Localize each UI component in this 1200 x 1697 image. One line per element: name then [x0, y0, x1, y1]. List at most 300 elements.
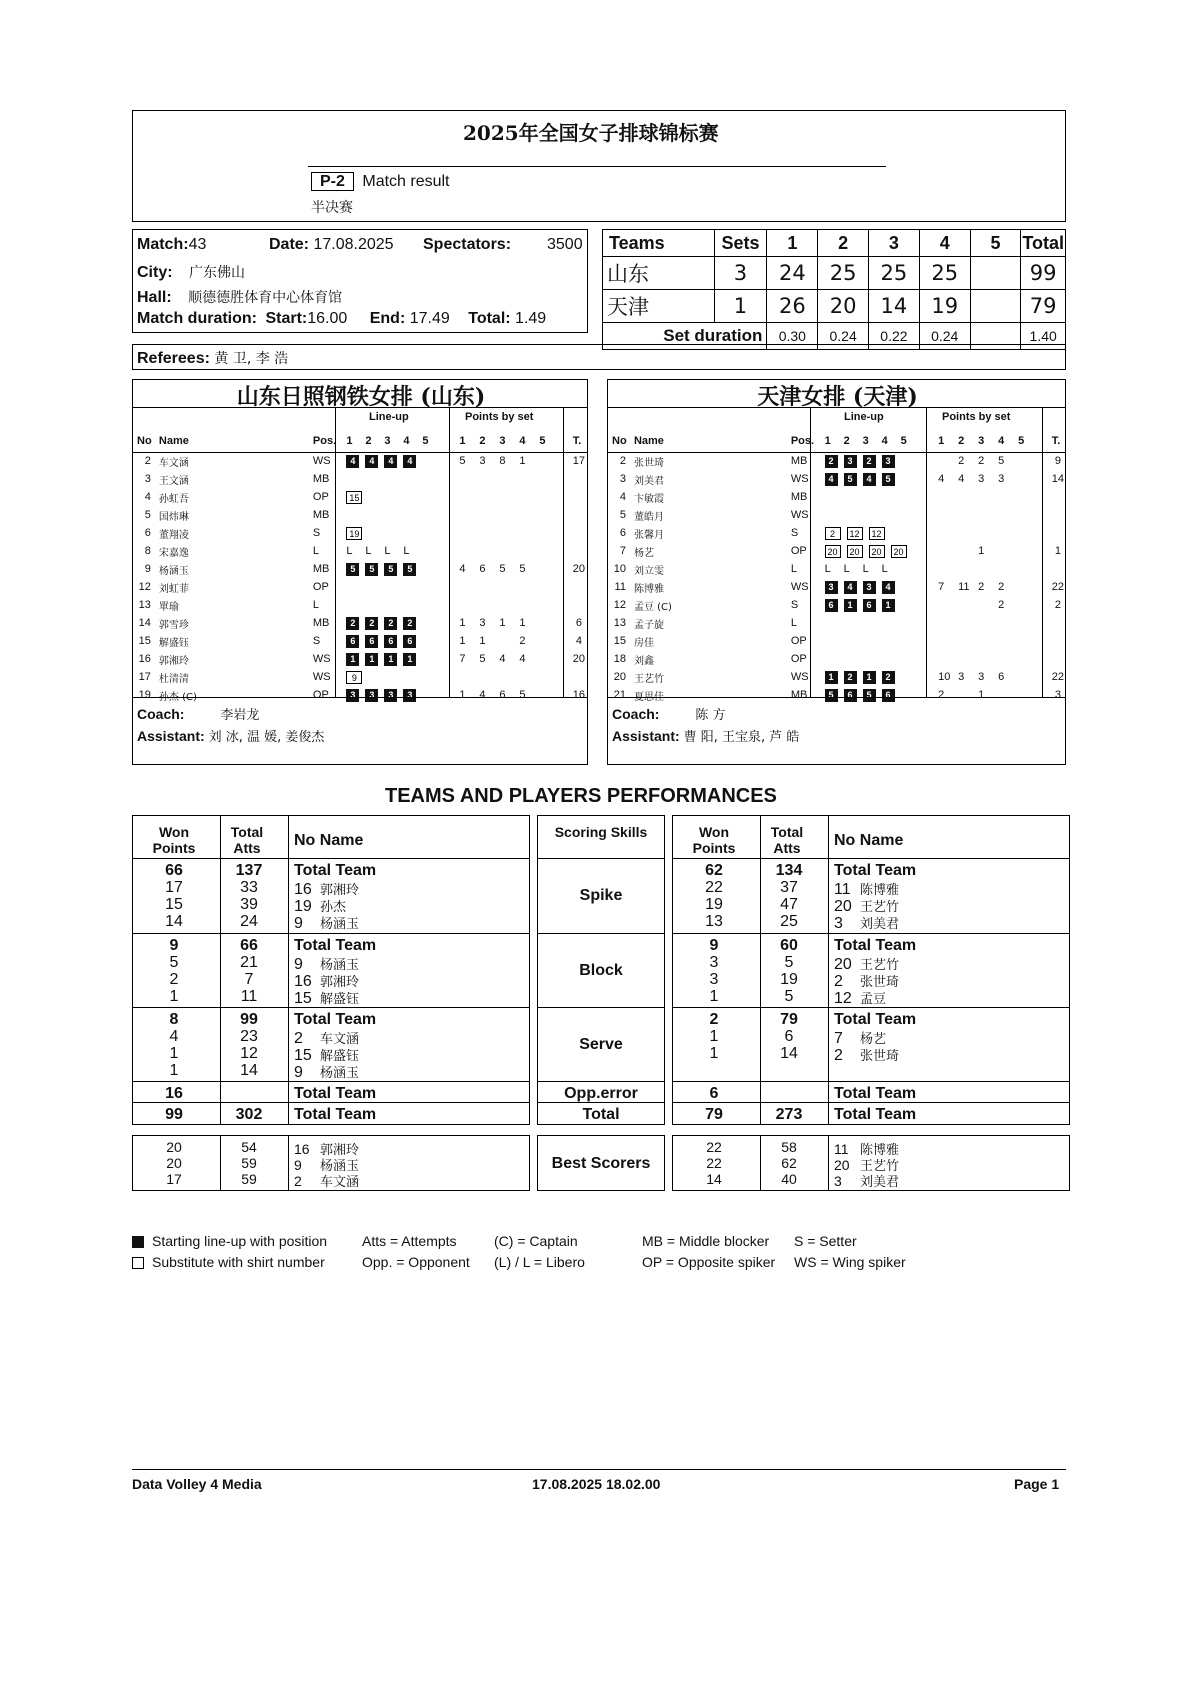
right-won-points: 2	[709, 1011, 719, 1028]
right-won-points: 9	[709, 937, 719, 954]
player-total-points	[573, 596, 585, 614]
left-won-points: 14	[165, 913, 183, 930]
left-won-points: 4	[169, 1028, 179, 1045]
player-number: 9	[144, 563, 151, 575]
legend-starting: Starting line-up with position	[152, 1233, 328, 1249]
scoreboard-row-away	[603, 290, 1066, 323]
total-header: Total	[1021, 230, 1066, 257]
player-number: 13	[138, 599, 151, 611]
points-set-number: 1	[459, 435, 466, 447]
player-lineup	[825, 596, 939, 614]
substitute-number-square: 12	[847, 527, 863, 540]
player-lineup	[346, 452, 459, 470]
left-player-entry	[294, 913, 359, 933]
player-points-by-set	[459, 560, 572, 578]
home-coach-label: Coach:	[137, 706, 185, 722]
left-won-header: Won Points	[152, 824, 196, 856]
player-position: OP	[790, 653, 807, 665]
roster-col-header: Name	[158, 435, 189, 447]
set1-header: 1	[767, 230, 818, 257]
legend-substitute: Substitute with shirt number	[152, 1254, 325, 1270]
start-time: 16.00	[307, 310, 348, 327]
starting-position-square: 5	[863, 689, 876, 702]
away-team-name: 天津女排 (天津)	[757, 384, 918, 410]
starting-position-square: 6	[844, 689, 857, 702]
player-lineup	[346, 650, 459, 668]
away-set2: 20	[818, 290, 869, 323]
player-number: 11	[614, 581, 626, 593]
left-best-player	[294, 1171, 359, 1190]
left-won-points: 1	[169, 1062, 179, 1079]
substitute-square-icon	[132, 1257, 144, 1269]
set-points: 3	[978, 473, 985, 485]
right-player-entry	[834, 913, 899, 933]
player-number: 7	[619, 545, 626, 557]
player-points-by-set	[938, 668, 1052, 686]
points-set-headers	[459, 430, 572, 452]
skill-label-total: Total	[582, 1106, 620, 1123]
player-points-by-set	[938, 614, 1052, 632]
player-name: 孙虹吾	[158, 493, 189, 505]
player-points-by-set	[938, 560, 1052, 578]
right-total-atts: 5	[784, 954, 794, 971]
player-total-points: 6	[575, 617, 582, 629]
home-rule-top	[133, 407, 587, 408]
lineup-set-number: 5	[422, 435, 429, 447]
right-player-no: 2	[834, 1047, 843, 1064]
player-number: 2	[144, 455, 151, 467]
date-label: Date:	[269, 236, 310, 253]
set-points: 5	[459, 455, 466, 467]
player-points-by-set	[938, 488, 1052, 506]
right-noname-header: No Name	[834, 832, 904, 849]
left-player-name: 郭湘玲	[320, 883, 360, 898]
total-duration: 1.40	[1021, 323, 1066, 350]
spectators-line	[423, 236, 511, 254]
right-best-player-no: 11	[834, 1141, 849, 1157]
section-rule	[537, 1007, 665, 1008]
starting-position-square: 1	[346, 653, 359, 666]
right-player-name: 王艺竹	[860, 900, 900, 915]
left-player-entry-team: Total Team	[294, 1085, 377, 1102]
player-points-by-set	[459, 578, 572, 596]
set-points: 1	[459, 617, 466, 629]
right-player-no: 3	[834, 915, 843, 932]
section-rule	[672, 933, 1070, 934]
player-position: S	[790, 527, 799, 539]
match-info-box	[132, 229, 588, 333]
right-won-points: 13	[705, 913, 723, 930]
left-total-atts: 302	[235, 1106, 263, 1123]
title-rule	[308, 166, 886, 167]
legend-atts: Atts = Attempts	[362, 1233, 457, 1249]
home-coach-line	[137, 704, 259, 723]
right-player-name: 陈博雅	[860, 883, 900, 898]
left-won-points: 1	[169, 1045, 179, 1062]
starting-position-square: 3	[384, 689, 397, 702]
player-name: 王文涵	[158, 475, 189, 487]
player-number: 5	[619, 509, 626, 521]
player-points-by-set	[938, 632, 1052, 650]
right-best-atts: 62	[781, 1155, 797, 1171]
right-atts-header: Total Atts	[770, 824, 804, 856]
match-date: 17.08.2025	[313, 236, 394, 253]
skill-label-block: Block	[579, 962, 623, 979]
set-points: 4	[938, 473, 945, 485]
player-name: 张馨月	[633, 529, 664, 541]
substitute-number-square: 2	[825, 527, 841, 540]
player-total-points	[573, 470, 585, 488]
away-points-header: Points by set	[942, 411, 1011, 423]
starting-position-square: 6	[384, 635, 397, 648]
player-total-points: 16	[572, 689, 585, 701]
section-rule	[132, 1007, 530, 1008]
player-total-points: 9	[1054, 455, 1061, 467]
left-total-atts: 137	[235, 862, 263, 879]
player-total-points: 17	[572, 455, 585, 467]
player-name: 国炜琳	[158, 511, 189, 523]
starting-position-square: 4	[882, 581, 895, 594]
section-rule	[132, 933, 530, 934]
left-player-no: 2	[294, 1030, 303, 1047]
substitute-number-square: 20	[891, 545, 907, 558]
referees-line	[137, 348, 288, 368]
lineup-set-number: 5	[900, 435, 907, 447]
hall-line	[137, 287, 342, 307]
player-total-points: 4	[575, 635, 582, 647]
player-number: 2	[619, 455, 626, 467]
player-name: 王艺竹	[633, 673, 664, 685]
right-divider-2	[828, 815, 829, 1125]
match-number: 43	[188, 236, 207, 253]
section-rule	[672, 1007, 1070, 1008]
player-name: 房佳	[633, 637, 654, 649]
right-won-points: 22	[705, 879, 723, 896]
player-name: 宋嘉逸	[158, 547, 189, 559]
player-row	[612, 650, 1064, 668]
set3-duration: 0.22	[869, 323, 920, 350]
set2-header: 2	[818, 230, 869, 257]
left-total-atts: 66	[240, 937, 258, 954]
left-player-entry-team: Total Team	[294, 937, 377, 954]
player-row	[137, 524, 585, 542]
right-total-atts: 134	[775, 862, 803, 879]
away-rule-bottom	[608, 697, 1065, 698]
player-position: WS	[312, 671, 331, 683]
set-points: 4	[958, 473, 965, 485]
player-position: MB	[790, 491, 808, 503]
legend-row-2	[132, 1254, 906, 1275]
away-assistant: 曹 阳, 王宝泉, 芦 皓	[683, 730, 800, 745]
player-position: L	[312, 599, 320, 611]
right-won-points: 3	[709, 954, 719, 971]
right-won-points: 62	[705, 862, 723, 879]
right-player-no: 11	[834, 881, 851, 898]
player-total-points	[573, 668, 585, 686]
away-total: 79	[1021, 290, 1066, 323]
player-total-points	[573, 524, 585, 542]
substitute-number-square: 15	[346, 491, 362, 504]
right-best-player	[834, 1171, 899, 1190]
right-won-points: 1	[709, 988, 719, 1005]
player-points-by-set	[459, 632, 572, 650]
substitute-number-square: 20	[869, 545, 885, 558]
city: 广东佛山	[189, 265, 246, 281]
home-team-name: 山东日照钢铁女排 (山东)	[236, 384, 486, 410]
player-number: 13	[613, 617, 626, 629]
player-points-by-set	[938, 452, 1052, 470]
player-points-by-set	[459, 650, 572, 668]
player-row	[137, 686, 585, 704]
right-best-divider-2	[828, 1135, 829, 1191]
left-player-name: 解盛钰	[320, 1049, 360, 1064]
player-lineup	[346, 524, 459, 542]
left-player-name: 杨涵玉	[320, 1066, 360, 1081]
libero-marker: L	[403, 545, 410, 557]
player-lineup	[825, 560, 939, 578]
referees-names: 黄 卫, 李 浩	[214, 351, 289, 367]
right-player-no: 20	[834, 956, 852, 973]
left-player-no: 9	[294, 915, 303, 932]
set-points: 7	[459, 653, 466, 665]
away-roster-table	[612, 430, 1064, 704]
referees-box	[132, 344, 1066, 370]
left-divider-2	[288, 815, 289, 1125]
player-row	[612, 524, 1064, 542]
player-number: 15	[138, 635, 151, 647]
player-position: OP	[790, 545, 807, 557]
right-total-atts: 19	[780, 971, 798, 988]
city-line	[137, 262, 245, 282]
starting-position-square: 6	[863, 599, 876, 612]
player-lineup	[825, 452, 939, 470]
right-total-atts: 47	[780, 896, 798, 913]
starting-position-square: 3	[882, 455, 895, 468]
left-atts-header: Total Atts	[230, 824, 264, 856]
roster-header-row	[137, 430, 585, 452]
points-set-number: 3	[978, 435, 985, 447]
left-won-points: 15	[165, 896, 183, 913]
starting-square-icon	[132, 1236, 144, 1248]
left-player-entry	[294, 1062, 359, 1082]
player-row	[137, 452, 585, 470]
player-row	[612, 632, 1064, 650]
player-total-points: 22	[1051, 581, 1064, 593]
set-points: 4	[459, 563, 466, 575]
right-player-no: 7	[834, 1030, 843, 1047]
lineup-set-headers	[825, 430, 939, 452]
set-points: 2	[519, 635, 526, 647]
left-best-player-no: 16	[294, 1141, 310, 1157]
legend-opp: Opp. = Opponent	[362, 1254, 470, 1270]
scoreboard-row-home	[603, 257, 1066, 290]
player-position: S	[790, 599, 799, 611]
left-won-points: 2	[169, 971, 179, 988]
player-row	[137, 470, 585, 488]
left-total-atts: 7	[244, 971, 254, 988]
starting-position-square: 3	[346, 689, 359, 702]
player-row	[137, 596, 585, 614]
set-points: 3	[958, 671, 965, 683]
set-points: 3	[978, 671, 985, 683]
right-player-entry	[834, 1045, 899, 1065]
set-points: 2	[978, 455, 985, 467]
left-total-atts: 39	[240, 896, 258, 913]
home-lineup-header: Line-up	[369, 411, 409, 423]
right-player-name: 王艺竹	[860, 958, 900, 973]
home-sets: 3	[714, 257, 767, 290]
right-total-atts: 5	[784, 988, 794, 1005]
player-lineup	[825, 524, 939, 542]
set-points: 1	[499, 617, 506, 629]
player-name: 董皓月	[633, 511, 664, 523]
player-number: 4	[619, 491, 626, 503]
away-assistant-label: Assistant:	[612, 728, 680, 744]
doc-type: Match result	[362, 173, 450, 190]
player-number: 5	[144, 509, 151, 521]
set-points: 1	[479, 635, 486, 647]
player-total-points	[573, 578, 585, 596]
player-row	[612, 488, 1064, 506]
right-player-entry-team: Total Team	[834, 862, 917, 879]
legend-s: S = Setter	[794, 1233, 857, 1249]
starting-position-square: 6	[365, 635, 378, 648]
starting-position-square: 4	[384, 455, 397, 468]
player-number: 16	[138, 653, 151, 665]
roster-header-row	[612, 430, 1064, 452]
left-best-atts: 59	[241, 1171, 257, 1187]
libero-marker: L	[824, 563, 831, 575]
legend-op: OP = Opposite spiker	[642, 1254, 776, 1270]
set-points: 2	[958, 455, 965, 467]
player-row	[137, 560, 585, 578]
starting-position-square: 1	[863, 671, 876, 684]
left-player-no: 16	[294, 973, 312, 990]
player-points-by-set	[459, 470, 572, 488]
section-rule	[537, 858, 665, 859]
player-number: 12	[138, 581, 151, 593]
right-best-won: 14	[706, 1171, 722, 1187]
player-points-by-set	[459, 542, 572, 560]
roster-col-header: No	[612, 435, 627, 447]
left-won-points: 5	[169, 954, 179, 971]
player-points-by-set	[459, 506, 572, 524]
player-points-by-set	[938, 524, 1052, 542]
starting-position-square: 5	[825, 689, 838, 702]
left-total-atts: 21	[240, 954, 258, 971]
substitute-number-square: 12	[869, 527, 885, 540]
set-points: 8	[499, 455, 506, 467]
player-lineup	[825, 632, 939, 650]
starting-position-square: 2	[346, 617, 359, 630]
player-position: MB	[312, 509, 330, 521]
player-points-by-set	[938, 686, 1052, 704]
set-points: 6	[499, 689, 506, 701]
set-points: 2	[998, 599, 1005, 611]
legend-mb: MB = Middle blocker	[642, 1233, 770, 1249]
left-won-points: 17	[165, 879, 183, 896]
left-total-atts: 14	[240, 1062, 258, 1079]
set-points: 6	[998, 671, 1005, 683]
left-best-won: 17	[166, 1171, 182, 1187]
left-player-entry-team: Total Team	[294, 1011, 377, 1028]
right-won-points: 79	[705, 1106, 723, 1123]
hall-label: Hall:	[137, 289, 172, 306]
player-row	[612, 596, 1064, 614]
event-title: 2025年全国女子排球锦标赛	[463, 121, 719, 145]
skill-label-serve: Serve	[579, 1036, 623, 1053]
left-player-name: 郭湘玲	[320, 975, 360, 990]
player-total-points: 3	[1054, 689, 1061, 701]
player-name: 孟子旋	[633, 619, 664, 631]
player-name: 單瑜	[158, 601, 179, 613]
right-player-entry-team: Total Team	[834, 937, 917, 954]
away-set5	[970, 290, 1021, 323]
player-points-by-set	[459, 524, 572, 542]
left-best-player-no: 2	[294, 1173, 302, 1189]
total-label: Total:	[468, 310, 511, 327]
starting-position-square: 3	[863, 581, 876, 594]
player-lineup	[346, 542, 459, 560]
left-total-atts: 23	[240, 1028, 258, 1045]
section-rule	[132, 1081, 530, 1082]
starting-position-square: 1	[844, 599, 857, 612]
right-best-player-no: 20	[834, 1157, 850, 1173]
roster-col-header: No	[137, 435, 152, 447]
starting-position-square: 6	[882, 689, 895, 702]
home-set1: 24	[767, 257, 818, 290]
away-set3: 14	[869, 290, 920, 323]
player-number: 3	[144, 473, 151, 485]
player-lineup	[825, 668, 939, 686]
left-player-no: 16	[294, 881, 312, 898]
starting-position-square: 4	[403, 455, 416, 468]
starting-position-square: 2	[863, 455, 876, 468]
end-time: 17.49	[409, 310, 450, 327]
starting-position-square: 4	[346, 455, 359, 468]
right-player-name: 孟豆	[860, 992, 887, 1007]
match-line	[137, 236, 206, 254]
home-assistant: 刘 冰, 温 媛, 姜俊杰	[208, 730, 325, 745]
home-team-short: 山东	[603, 257, 715, 290]
starting-position-square: 5	[844, 473, 857, 486]
left-player-no: 15	[294, 990, 312, 1007]
right-player-entry-team: Total Team	[834, 1106, 917, 1123]
set-points: 2	[978, 581, 985, 593]
player-points-by-set	[459, 686, 572, 704]
set5-header: 5	[970, 230, 1021, 257]
set-points: 3	[479, 455, 486, 467]
player-total-points	[573, 506, 585, 524]
right-best-atts: 40	[781, 1171, 797, 1187]
set-points: 1	[519, 455, 526, 467]
home-assistant-line	[137, 726, 324, 745]
player-position: L	[312, 545, 320, 557]
starting-position-square: 4	[863, 473, 876, 486]
right-total-atts: 6	[784, 1028, 794, 1045]
start-label: Start:	[265, 310, 308, 327]
right-player-name: 刘美君	[860, 917, 900, 932]
player-points-by-set	[459, 596, 572, 614]
player-lineup	[346, 596, 459, 614]
player-name: 车文涵	[158, 457, 189, 469]
points-set-number: 4	[998, 435, 1005, 447]
libero-marker: L	[365, 545, 372, 557]
starting-position-square: 1	[403, 653, 416, 666]
player-total-points	[1052, 524, 1064, 542]
player-row	[612, 470, 1064, 488]
player-row	[612, 452, 1064, 470]
